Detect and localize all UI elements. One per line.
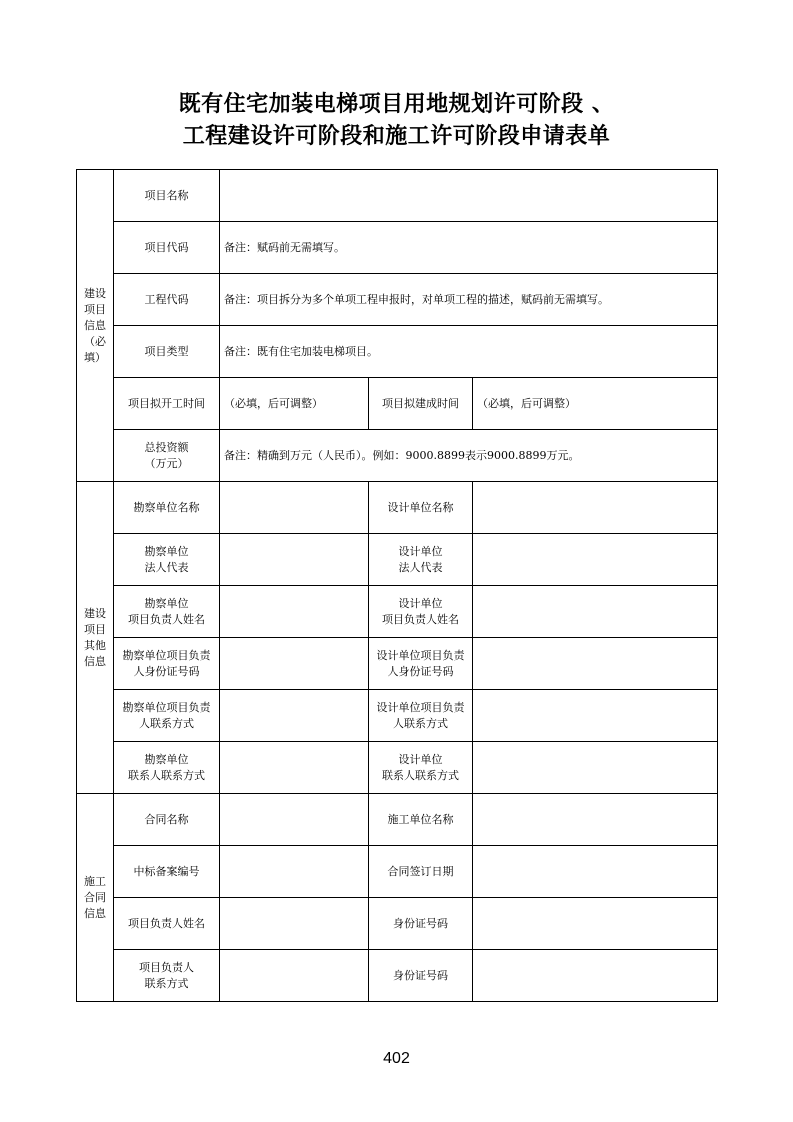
contract-name-field[interactable]	[220, 794, 369, 846]
pm-contact-field[interactable]	[220, 950, 369, 1002]
design-contact-person-label: 设计单位 联系人联系方式	[369, 742, 473, 794]
construction-unit-name-label: 施工单位名称	[369, 794, 473, 846]
design-legal-rep-field[interactable]	[473, 534, 718, 586]
pm-name-label: 项目负责人姓名	[114, 898, 220, 950]
design-pm-contact-label: 设计单位项目负责 人联系方式	[369, 690, 473, 742]
survey-pm-contact-field[interactable]	[220, 690, 369, 742]
survey-legal-rep-label: 勘察单位 法人代表	[114, 534, 220, 586]
engineering-code-field[interactable]	[220, 274, 718, 326]
design-unit-name-label: 设计单位名称	[369, 482, 473, 534]
survey-pm-id-label: 勘察单位项目负责 人身份证号码	[114, 638, 220, 690]
section-label-basic: 建设 项目 信息 （必 填）	[77, 170, 114, 482]
bid-record-number-label: 中标备案编号	[114, 846, 220, 898]
survey-pm-name-field[interactable]	[220, 586, 369, 638]
contract-signing-date-field[interactable]	[473, 846, 718, 898]
design-pm-id-field[interactable]	[473, 638, 718, 690]
design-pm-id-label: 设计单位项目负责 人身份证号码	[369, 638, 473, 690]
project-type-label: 项目类型	[114, 326, 220, 378]
contact-id-number-field[interactable]	[473, 950, 718, 1002]
construction-unit-name-field[interactable]	[473, 794, 718, 846]
start-time-hint: （必填，后可调整）	[224, 396, 323, 410]
engineering-code-label: 工程代码	[114, 274, 220, 326]
completion-time-hint: （必填，后可调整）	[477, 396, 576, 410]
design-pm-name-field[interactable]	[473, 586, 718, 638]
contact-id-number-label: 身份证号码	[369, 950, 473, 1002]
form-title-line2: 工程建设许可阶段和施工许可阶段申请表单	[182, 123, 611, 149]
survey-unit-name-label: 勘察单位名称	[114, 482, 220, 534]
investment-note: 备注：精确到万元（人民币）。例如：9000.8899表示9000.8899万元。	[224, 448, 580, 462]
start-time-label: 项目拟开工时间	[114, 378, 220, 430]
design-unit-name-field[interactable]	[473, 482, 718, 534]
survey-pm-name-label: 勘察单位 项目负责人姓名	[114, 586, 220, 638]
completion-time-label: 项目拟建成时间	[369, 378, 473, 430]
project-code-note: 备注：赋码前无需填写。	[224, 240, 345, 254]
survey-legal-rep-field[interactable]	[220, 534, 369, 586]
design-legal-rep-label: 设计单位 法人代表	[369, 534, 473, 586]
pm-id-number-field[interactable]	[473, 898, 718, 950]
bid-record-number-field[interactable]	[220, 846, 369, 898]
application-form-table	[76, 169, 718, 1002]
pm-name-field[interactable]	[220, 898, 369, 950]
engineering-code-note: 备注：项目拆分为多个单项工程申报时，对单项工程的描述，赋码前无需填写。	[224, 292, 609, 306]
investment-label: 总投资额 （万元）	[114, 430, 220, 482]
form-title	[0, 88, 793, 152]
project-name-label: 项目名称	[114, 170, 220, 222]
survey-pm-id-field[interactable]	[220, 638, 369, 690]
survey-contact-person-field[interactable]	[220, 742, 369, 794]
page-number: 402	[383, 1050, 410, 1067]
design-contact-person-field[interactable]	[473, 742, 718, 794]
project-type-note: 备注：既有住宅加装电梯项目。	[224, 344, 378, 358]
design-pm-contact-field[interactable]	[473, 690, 718, 742]
pm-contact-label: 项目负责人 联系方式	[114, 950, 220, 1002]
contract-name-label: 合同名称	[114, 794, 220, 846]
project-type-field[interactable]	[220, 326, 718, 378]
survey-contact-person-label: 勘察单位 联系人联系方式	[114, 742, 220, 794]
start-time-field[interactable]	[220, 378, 369, 430]
section-label-other: 建设 项目 其他 信息	[77, 482, 114, 794]
project-name-field[interactable]	[220, 170, 718, 222]
form-title-line1: 既有住宅加装电梯项目用地规划许可阶段 、	[178, 91, 615, 117]
completion-time-field[interactable]	[473, 378, 718, 430]
survey-pm-contact-label: 勘察单位项目负责 人联系方式	[114, 690, 220, 742]
investment-field[interactable]	[220, 430, 718, 482]
section-label-contract: 施工 合同 信息	[77, 794, 114, 1002]
pm-id-number-label: 身份证号码	[369, 898, 473, 950]
project-code-field[interactable]	[220, 222, 718, 274]
design-pm-name-label: 设计单位 项目负责人姓名	[369, 586, 473, 638]
project-code-label: 项目代码	[114, 222, 220, 274]
survey-unit-name-field[interactable]	[220, 482, 369, 534]
contract-signing-date-label: 合同签订日期	[369, 846, 473, 898]
